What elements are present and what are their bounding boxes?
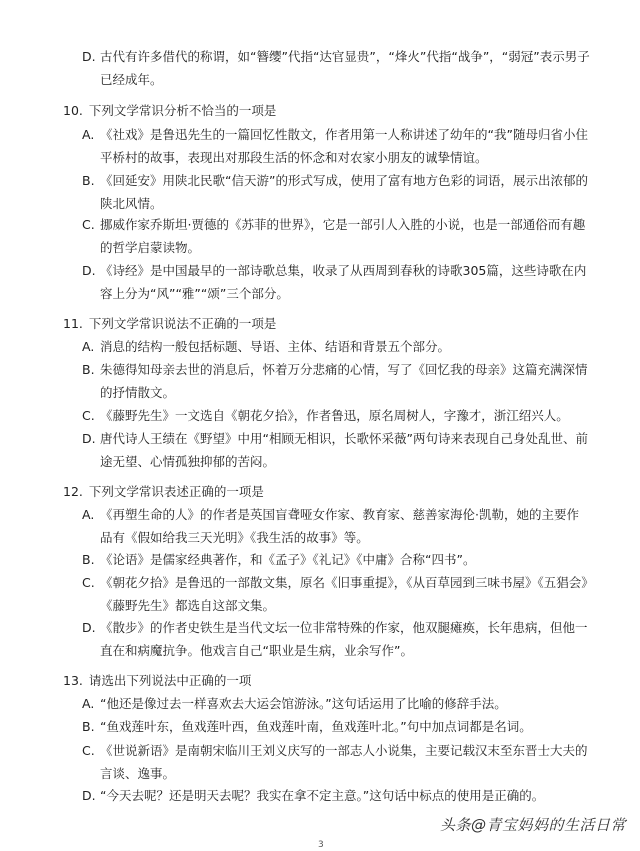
option-text: 《论语》是儒家经典著作，和《孟子》《礼记》《中庸》合称“四书”。 [100, 552, 476, 567]
q12-option-d [82, 617, 590, 662]
question-number: 12. [63, 484, 83, 499]
q10-option-c [82, 214, 590, 259]
option-text: 《社戏》是鲁迅先生的一篇回忆性散文，作者用第一人称讲述了幼年的“我”随母归省小住平桥村的故事，表现出对那段生活的怀念和对农家小朋友的诚挚情谊。 [100, 127, 588, 165]
option-text: “鱼戏莲叶东，鱼戏莲叶西，鱼戏莲叶南，鱼戏莲叶北。”句中加点词都是名词。 [100, 719, 532, 734]
option-text: 《诗经》是中国最早的一部诗歌总集，收录了从西周到春秋的诗歌305篇，这些诗歌在内容上分为“风”“雅”“颂”三个部分。 [100, 263, 587, 301]
option-letter: D. [82, 788, 96, 803]
q13-stem [63, 670, 603, 693]
option-letter: B. [82, 552, 95, 567]
option-letter: C. [82, 743, 95, 758]
q12-option-b [82, 549, 590, 572]
q13-option-d [82, 785, 590, 808]
option-text: 《散步》的作者史铁生是当代文坛一位非常特殊的作家，他双腿瘫痪，长年患病，但他一直在和病魔抗争。他戏言自己“职业是生病，业余写作”。 [100, 620, 588, 658]
option-letter: B. [82, 173, 95, 188]
q12-stem [63, 481, 603, 504]
option-text: 《藤野先生》一文选自《朝花夕拾》，作者鲁迅，原名周树人，字豫才，浙江绍兴人。 [100, 408, 569, 423]
option-text: “今天去呢？还是明天去呢？我实在拿不定主意。”这句话中标点的使用是正确的。 [100, 788, 545, 803]
page-number: 3 [318, 840, 324, 850]
question-number: 10. [63, 103, 83, 118]
q13-option-c [82, 740, 590, 785]
option-text: 《回延安》用陕北民歌“信天游”的形式写成，使用了富有地方色彩的词语，展示出浓郁的陕北风情。 [100, 173, 588, 211]
option-letter: D. [82, 431, 96, 446]
option-text: 消息的结构一般包括标题、导语、主体、结语和背景五个部分。 [100, 339, 451, 354]
option-letter: B. [82, 362, 95, 377]
q10-option-b [82, 170, 590, 215]
question-stem: 下列文学常识说法不正确的一项是 [88, 316, 277, 331]
option-letter: A. [82, 339, 95, 354]
option-text: 朱德得知母亲去世的消息后，怀着万分悲痛的心情，写了《回忆我的母亲》这篇充满深情的抒情散文。 [100, 362, 588, 400]
q12-option-c [82, 572, 590, 617]
q13-option-b [82, 716, 590, 739]
option-letter: A. [82, 696, 95, 711]
option-letter: C. [82, 217, 95, 232]
q12-option-a [82, 504, 590, 549]
q11-option-c [82, 405, 590, 428]
option-letter: B. [82, 719, 95, 734]
option-letter: A. [82, 127, 95, 142]
option-text: 挪威作家乔斯坦·贾德的《苏菲的世界》，它是一部引人入胜的小说，也是一部通俗而有趣的哲学启蒙读物。 [100, 217, 586, 255]
option-text: 《朝花夕拾》是鲁迅的一部散文集，原名《旧事重提》，《从百草园到三味书屋》《五猖会》《藤野先生》都选自这部文集。 [100, 575, 588, 613]
q10-option-d [82, 260, 590, 305]
option-letter: D. [82, 620, 96, 635]
watermark: 头条@青宝妈妈的生活日常 [439, 816, 626, 834]
question-stem: 请选出下列说法中正确的一项 [88, 673, 252, 688]
q10-option-a [82, 124, 590, 169]
option-text: 《再塑生命的人》的作者是英国盲聋哑女作家、教育家、慈善家海伦·凯勒，她的主要作品有《假如给我三天光明》《我生活的故事》等。 [100, 507, 579, 545]
option-text: 《世说新语》是南朝宋临川王刘义庆写的一部志人小说集，主要记载汉末至东晋士大夫的言谈、逸事。 [100, 743, 588, 781]
q11-option-b [82, 359, 590, 404]
option-text: 唐代诗人王绩在《野望》中用“相顾无相识，长歌怀采薇”两句诗来表现自己身处乱世、前途无望、心情孤独抑郁的苦闷。 [100, 431, 588, 469]
option-text: 古代有许多借代的称谓，如“簪缨”代指“达官显贵”，“烽火”代指“战争”，“弱冠”表示男子已经成年。 [100, 49, 590, 87]
option-letter: D. [82, 263, 96, 278]
option-text: “他还是像过去一样喜欢去大运会馆游泳。”这句话运用了比喻的修辞手法。 [100, 696, 507, 711]
q10-stem [63, 100, 603, 123]
option-letter: A. [82, 507, 95, 522]
question-stem: 下列文学常识表述正确的一项是 [88, 484, 264, 499]
q13-option-a [82, 693, 590, 716]
question-stem: 下列文学常识分析不恰当的一项是 [88, 103, 277, 118]
option-letter: C. [82, 575, 95, 590]
q9-option-d [82, 46, 590, 91]
option-letter: C. [82, 408, 95, 423]
question-number: 11. [63, 316, 83, 331]
question-number: 13. [63, 673, 83, 688]
q11-option-a [82, 336, 590, 359]
q11-stem [63, 313, 603, 336]
q11-option-d [82, 428, 590, 473]
option-letter: D. [82, 49, 96, 64]
